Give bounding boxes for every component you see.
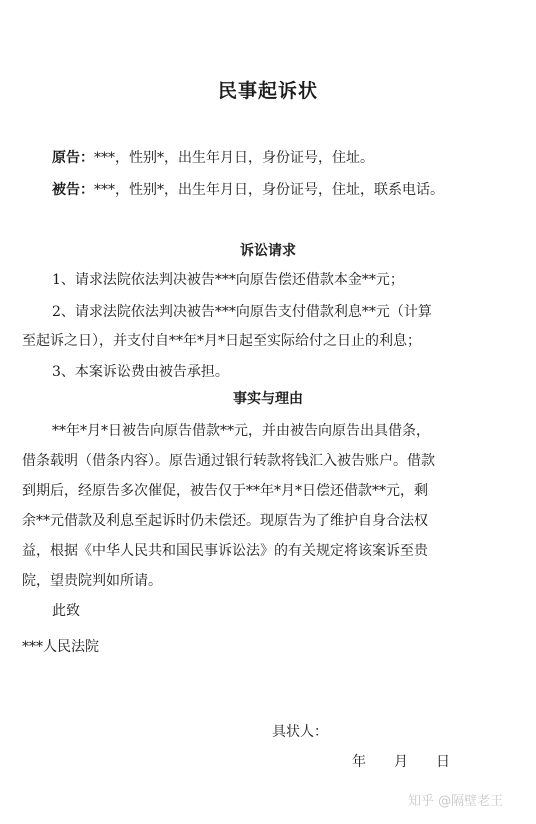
facts-paragraph-line: 益，根据《中华人民共和国民事诉讼法》的有关规定将该案诉至贵 [22, 543, 428, 559]
zhihu-watermark: 知乎 @隔壁老王 [408, 794, 504, 809]
date-line: 年 月 日 [352, 754, 450, 770]
defendant-label: 被告： [52, 182, 94, 198]
court-name: ***人民法院 [22, 639, 99, 655]
facts-paragraph-line: **年*月*日被告向原告借款**元，并由被告向原告出具借条， [52, 423, 430, 439]
plaintiff-line [52, 148, 374, 168]
claim-item: 2、请求法院依法判决被告***向原告支付借款利息**元（计算 [52, 304, 432, 320]
plaintiff-label: 原告： [52, 150, 94, 166]
defendant-info: ***，性别*，出生年月日，身份证号，住址，联系电话。 [94, 182, 444, 198]
facts-paragraph-line: 借条载明（借条内容）。原告通过银行转款将钱汇入被告账户。借款 [22, 453, 435, 469]
closing-salutation: 此致 [52, 603, 80, 619]
facts-paragraph-line: 到期后，经原告多次催促，被告仅于**年*月*日偿还借款**元，剩 [22, 483, 428, 499]
claim-item: 3、本案诉讼费由被告承担。 [52, 364, 229, 380]
claim-item-continuation: 至起诉之日），并支付自**年*月*日起至实际给付之日止的利息； [22, 333, 421, 349]
defendant-line [52, 180, 444, 200]
facts-paragraph-line: 余**元借款及利息至起诉时仍未偿还。现原告为了维护自身合法权 [22, 513, 428, 529]
claim-item: 1、请求法院依法判决被告***向原告偿还借款本金**元； [52, 272, 404, 288]
facts-heading: 事实与理由 [233, 391, 303, 407]
signer-label: 具状人： [272, 724, 328, 740]
document-title: 民事起诉状 [217, 80, 318, 102]
facts-paragraph-line: 院，望贵院判如所请。 [22, 573, 162, 589]
claims-heading: 诉讼请求 [240, 243, 296, 259]
plaintiff-info: ***，性别*，出生年月日，身份证号，住址。 [94, 150, 374, 166]
